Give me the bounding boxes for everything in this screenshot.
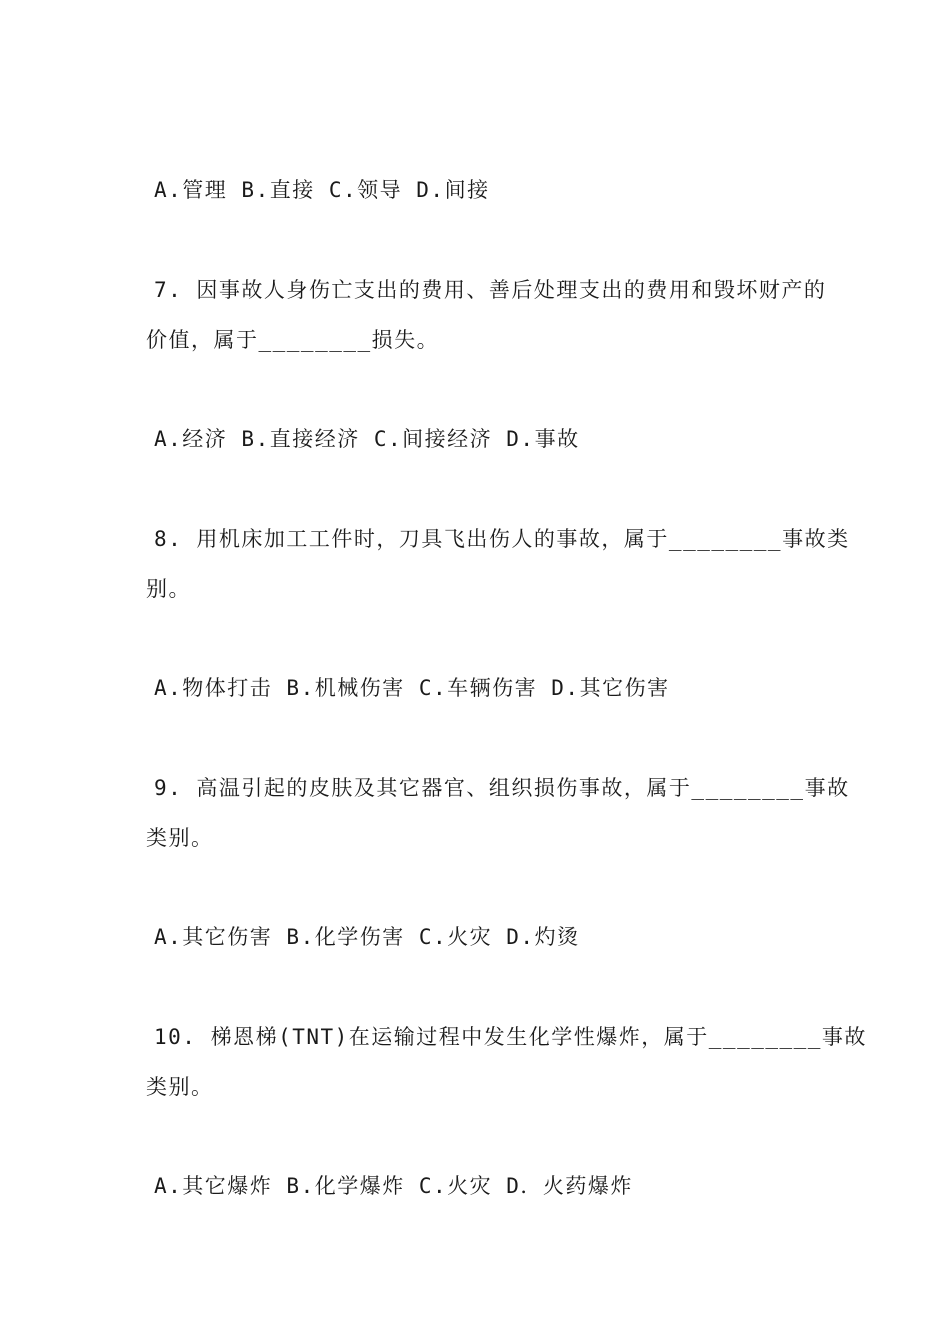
- q7-text-line1: 7. 因事故人身伤亡支出的费用、善后处理支出的费用和毁坏财产的: [154, 278, 827, 302]
- q9-text-line1: 9. 高温引起的皮肤及其它器官、组织损伤事故，属于________事故: [154, 776, 850, 800]
- q9-options: A.其它伤害 B.化学伤害 C.火灾 D.灼烫: [154, 925, 580, 949]
- q10-text-line1: 10. 梯恩梯(TNT)在运输过程中发生化学性爆炸，属于________事故: [154, 1025, 867, 1049]
- q6-options: A.管理 B.直接 C.领导 D.间接: [154, 178, 490, 202]
- q7-text-line2: 价值，属于________损失。: [146, 328, 440, 352]
- q8-text-line1: 8. 用机床加工工件时，刀具飞出伤人的事故，属于________事故类: [154, 527, 850, 551]
- q10-text-line2: 类别。: [146, 1075, 214, 1099]
- q9-text-line2: 类别。: [146, 826, 214, 850]
- q7-options: A.经济 B.直接经济 C.间接经济 D.事故: [154, 427, 580, 451]
- q10-options: A.其它爆炸 B.化学爆炸 C.火灾 D．火药爆炸: [154, 1174, 633, 1198]
- q8-text-line2: 别。: [146, 577, 191, 601]
- q8-options: A.物体打击 B.机械伤害 C.车辆伤害 D.其它伤害: [154, 676, 670, 700]
